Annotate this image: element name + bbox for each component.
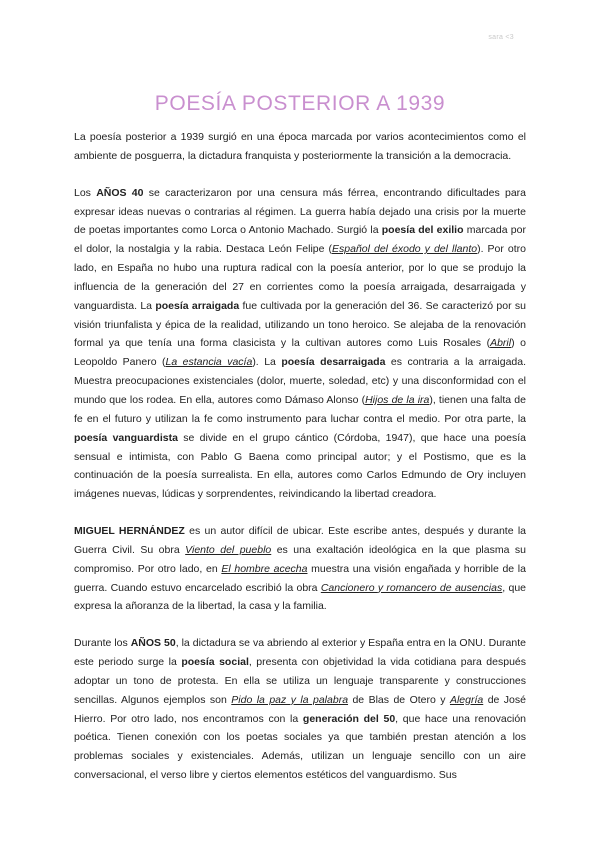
watermark: sara <3 bbox=[488, 34, 514, 41]
paragraph-miguel-hernandez: MIGUEL HERNÁNDEZ es un autor difícil de ubicar. Este escribe antes, después y durante la Guerra Civil. Su obra Viento del pueblo es una exaltación ideológica en la que plasma su compromiso. Por otro lado, en El hombre acecha muestra una visión engañada y horrible de la guerra. Cuando estuvo encarcelado escribió la obra Cancionero y romancero de ausencias, que expresa la añoranza de la libertad, la casa y la familia. bbox=[74, 525, 527, 613]
page-title: POESÍA POSTERIOR A 1939 bbox=[154, 92, 446, 115]
paragraph-anos-50: Durante los AÑOS 50, la dictadura se va abriendo al exterior y España entra en la ONU. Durante este periodo surge la poesía social, presenta con objetividad la vida cotidiana para después adoptar un tono de protesta. En ella se utiliza un lenguaje transparente y construcciones sencillas. Algunos ejemplos son Pido la paz y la palabra de Blas de Otero y Alegría de José Hierro. Por otro lado, nos encontramos con la generación del 50, que hace una renovación poética. Tienen conexión con los poetas sociales ya que también prestan atención a los problemas sociales y existenciales. Además, utilizan un lenguaje sencillo con un aire conversacional, el verso libre y ciertos elementos estéticos del vanguardismo. Sus bbox=[74, 637, 527, 782]
work-title: Hijos de la ira bbox=[365, 393, 430, 406]
document-body bbox=[74, 128, 526, 803]
work-title: La estancia vacía bbox=[165, 356, 253, 369]
paragraph-anos-40: Los AÑOS 40 se caracterizaron por una censura más férrea, encontrando dificultades para expresar ideas nuevas o contrarias al régimen. La guerra había dejado una crisis por la muerte de poetas importantes como Lorca o Antonio Machado. Surgió la poesía del exilio marcada por el dolor, la nostalgia y la rabia. Destaca León Felipe (Español del éxodo y del llanto). Por otro lado, en España no hubo una ruptura radical con la poesía anterior, por lo que se produjo la influencia de la generación del 27 en corrientes como la poesía arraigada, desarraigada y vanguardista. La poesía arraigada fue cultivada por la generación del 36. Se caracterizó por su visión triunfalista y épica de la realidad, utilizando un tono heroico. Se alejaba de la renovación formal ya que tenía una forma clasicista y la cultivan autores como Luis Rosales (Abril) o Leopoldo Panero (La estancia vacía). La poesía desarraigada es contraria a la arraigada. Muestra preocupaciones existenciales (dolor, muerte, soledad, etc) y una disconformidad con el mundo que los rodea. En ella, autores como Dámaso Alonso (Hijos de la ira), tienen una falta de fe en el futuro y utilizan la fe como instrumento para luchar contra el medio. Por otra parte, la poesía vanguardista se divide en el grupo cántico (Córdoba, 1947), que hace una poesía sensual e intimista, con Pablo G Baena como principal autor; y el Postismo, que es la continuación de la poesía surrealista. En ella, autores como Carlos Edmundo de Ory incluyen imágenes nuevas, lúdicas y sorprendentes, reivindicando la libertad creadora. bbox=[74, 186, 527, 501]
work-title: Español del éxodo y del llanto bbox=[332, 243, 478, 256]
work-title: El hombre acecha bbox=[221, 562, 308, 575]
work-title: Alegría bbox=[449, 693, 484, 706]
intro-paragraph: La poesía posterior a 1939 surgió en una época marcada por varios acontecimientos como el ambiente de posguerra, la dictadura franquista y posteriormente la transición a la democracia. bbox=[74, 131, 526, 162]
work-title: Pido la paz y la palabra bbox=[231, 693, 349, 706]
work-title: Viento del pueblo bbox=[185, 543, 272, 556]
work-title: Cancionero y romancero de ausencias bbox=[320, 581, 503, 594]
work-title: Abril bbox=[490, 337, 512, 350]
